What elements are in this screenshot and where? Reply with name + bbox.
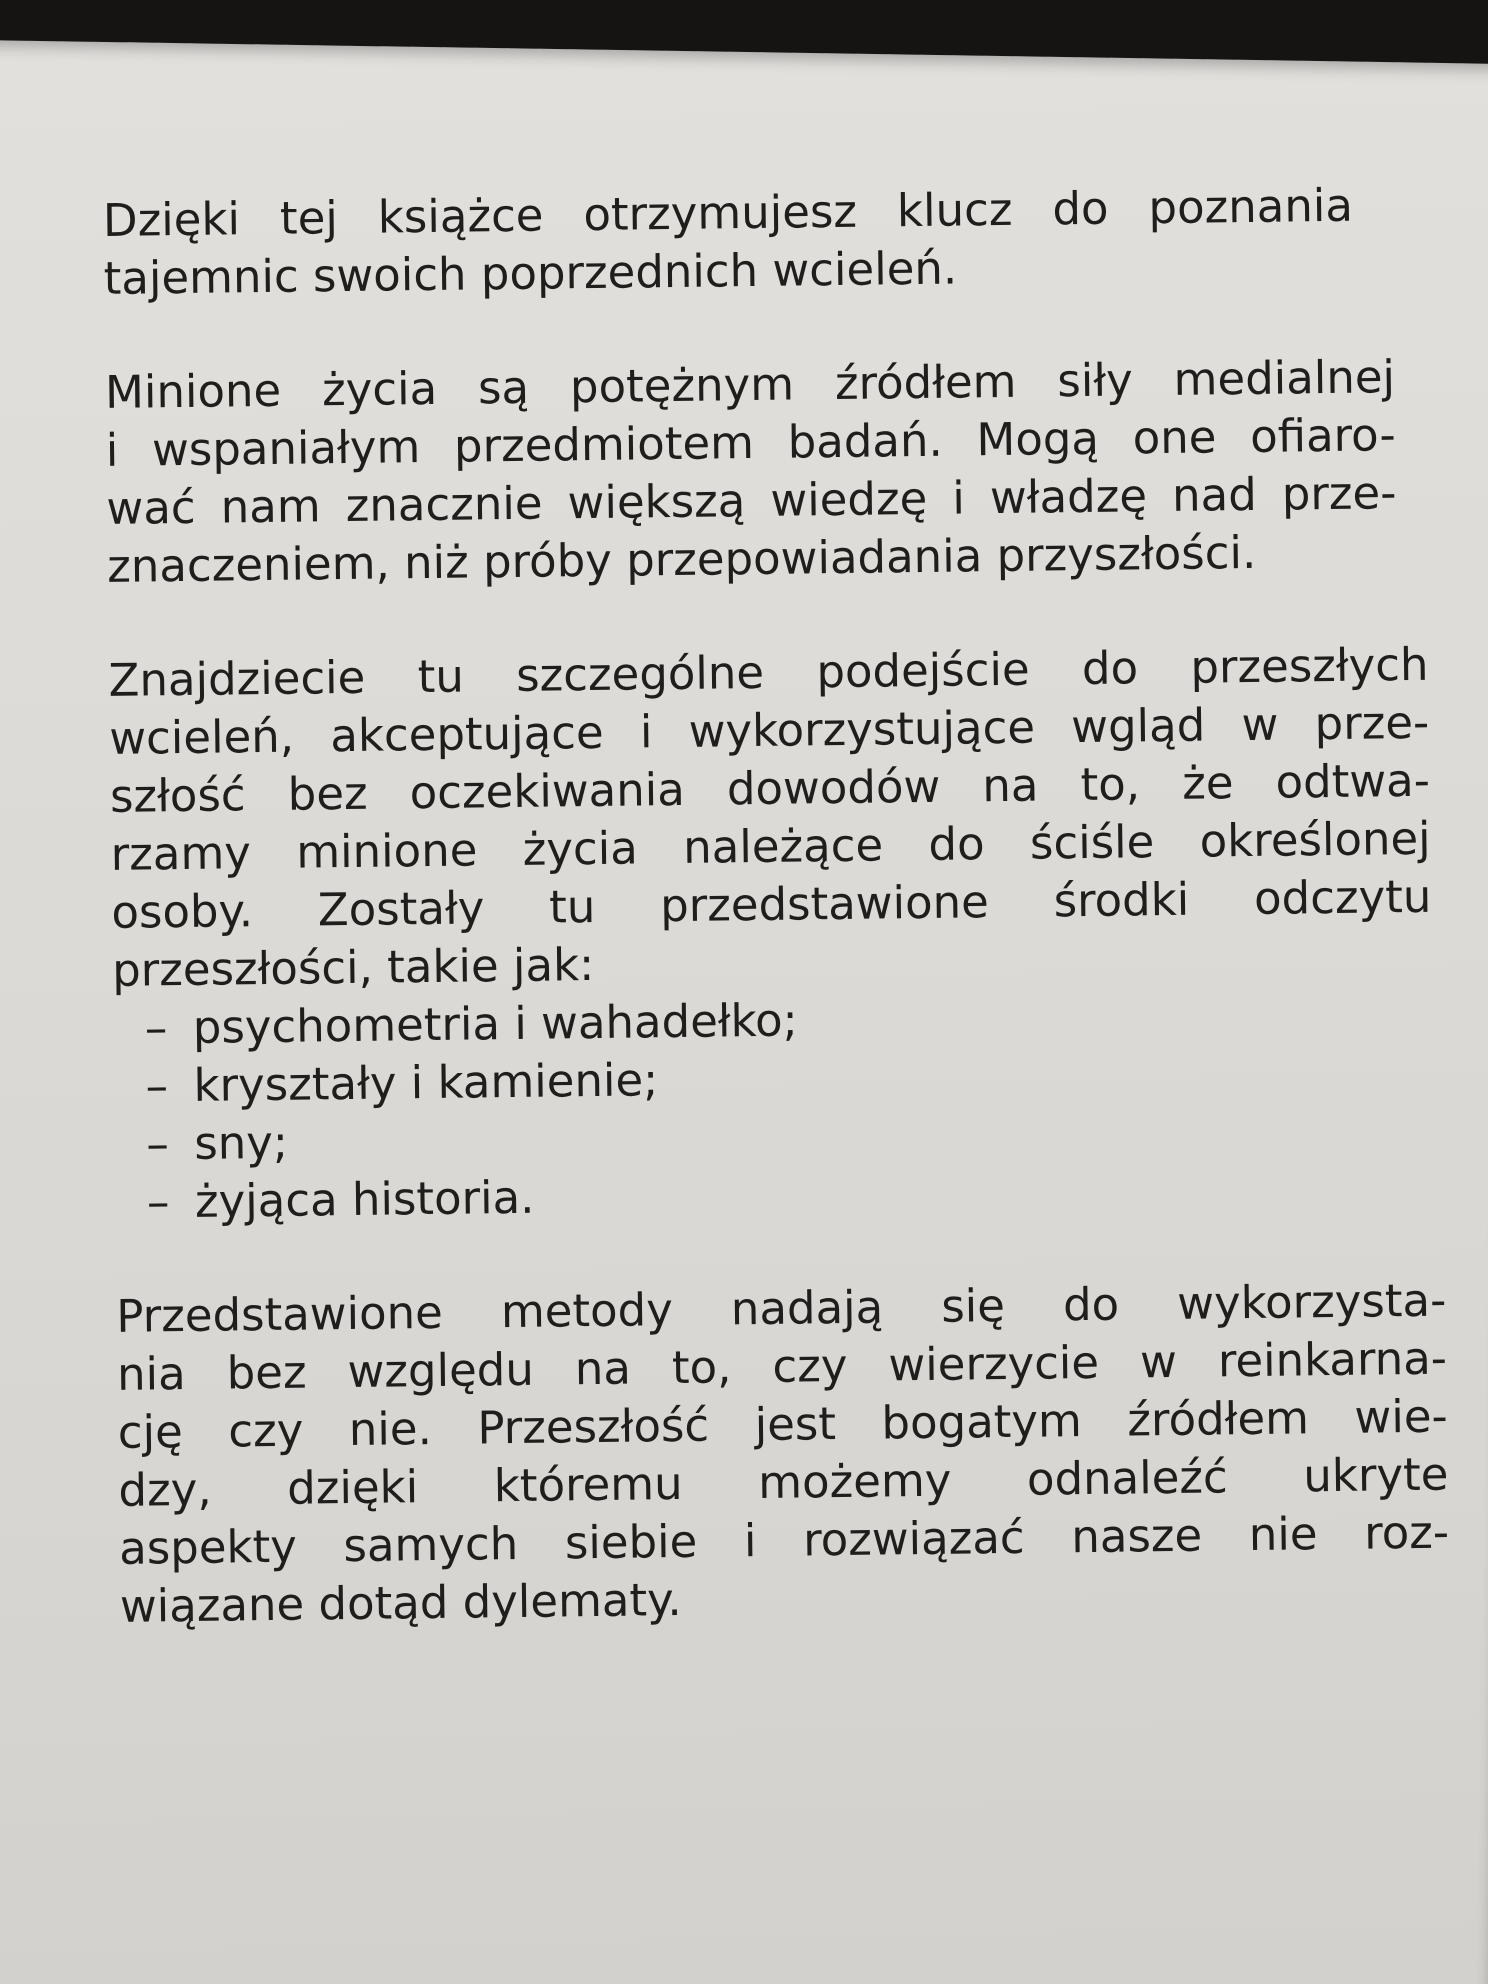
list-dash: – <box>144 1001 168 1055</box>
paragraph-intro <box>103 177 1354 308</box>
text-line: wcieleń, akceptujące i wykorzystujące wgląd w prze- <box>108 695 1430 765</box>
text-line: Przedstawione metody nadają się do wykorzysta- <box>116 1273 1447 1343</box>
list-item-text: psychometria i wahadełko; <box>192 993 799 1054</box>
book-back-cover <box>0 40 1488 1984</box>
text-line: wać nam znacznie większą wiedzę i władzę nad prze- <box>106 466 1397 535</box>
text-line: przeszłości, takie jak: <box>111 937 595 997</box>
cover-text-block <box>103 176 1466 1692</box>
list-item-text: żyjąca historia. <box>194 1170 535 1228</box>
text-line: tajemnic swoich poprzednich wcieleń. <box>103 241 958 305</box>
text-line: dzy, dzięki któremu możemy odnaleźć ukryte <box>118 1447 1449 1517</box>
text-line: Minione życia są potężnym źródłem siły medialnej <box>104 350 1396 419</box>
text-line: aspekty samych siebie i rozwiązać nasze nie roz- <box>118 1505 1450 1575</box>
list-item-text: kryształy i kamienie; <box>193 1053 659 1112</box>
text-line: Dzięki tej książce otrzymujesz klucz do poznania <box>102 178 1354 247</box>
text-line: znaczeniem, niż próby przepowiadania przyszłości. <box>106 525 1257 593</box>
text-line: wiązane dotąd dylematy. <box>119 1572 682 1633</box>
list-dash: – <box>145 1117 170 1171</box>
list-dash: – <box>146 1175 170 1229</box>
paragraph-methods <box>116 1272 1450 1636</box>
list-item-text: sny; <box>193 1115 289 1170</box>
text-line: i wspaniałym przedmiotem badań. Mogą one ofiaro- <box>105 408 1397 477</box>
text-line: Znajdziecie tu szczególne podejście do przeszłych <box>108 637 1429 707</box>
text-line: cję czy nie. Przeszłość jest bogatym źródłem wie- <box>117 1389 1449 1459</box>
text-line: szłość bez oczekiwania dowodów na to, że odtwa- <box>109 753 1431 823</box>
text-line: osoby. Zostały tu przedstawione środki odczytu <box>111 869 1432 939</box>
methods-list <box>112 983 1460 1231</box>
text-line: rzamy minione życia należące do ściśle określonej <box>110 811 1431 881</box>
text-line: nia bez względu na to, czy wierzycie w reinkarna- <box>116 1331 1448 1401</box>
paragraph-approach <box>108 636 1432 1000</box>
list-dash: – <box>145 1059 169 1113</box>
paragraph-past-lives <box>105 348 1398 596</box>
